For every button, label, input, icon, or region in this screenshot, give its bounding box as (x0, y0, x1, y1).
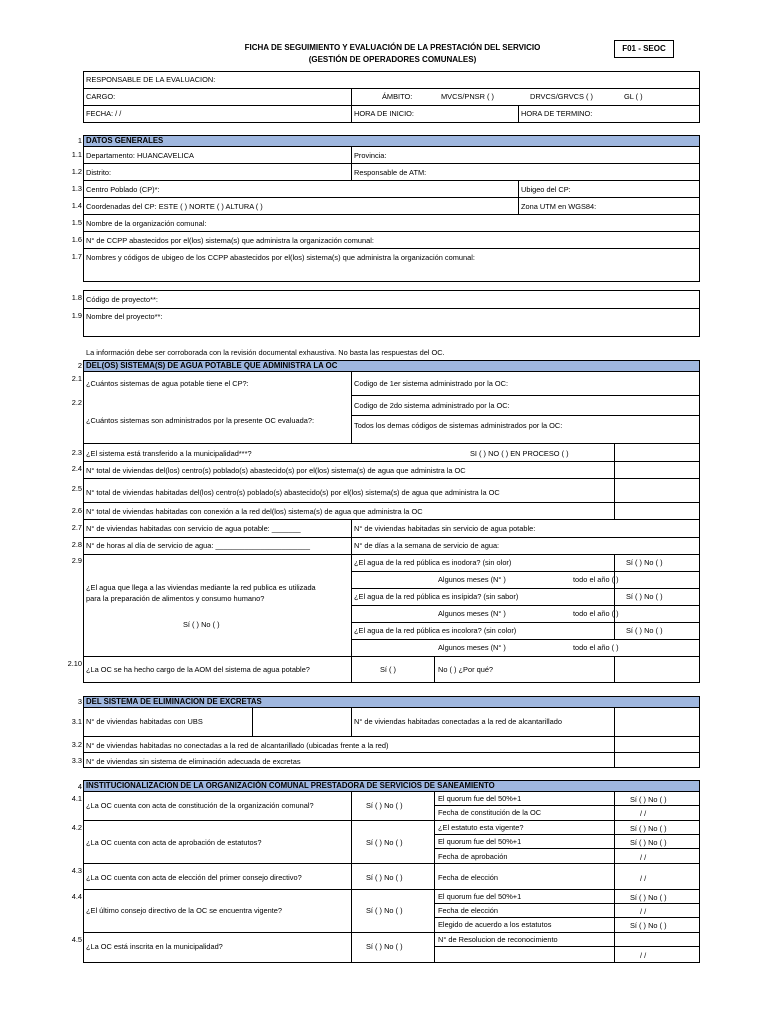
quorum-constitucion-label: El quorum fue del 50%+1 (438, 794, 522, 803)
fecha-aprobacion-label: Fecha de aprobación (438, 852, 508, 861)
row-2-4-number: 2.4 (71, 464, 82, 473)
row-4-2-number: 4.2 (71, 823, 82, 832)
codigo-proyecto-field[interactable]: Código de proyecto**: (86, 295, 158, 304)
dias-servicio-field[interactable]: N° de días a la semana de servicio de agua: (354, 541, 500, 550)
acta-consejo-options[interactable]: Sí ( ) No ( ) (366, 873, 403, 882)
row-1-2-number: 1.2 (71, 167, 82, 176)
sistema-transferido-question: ¿El sistema está transferido a la municipalidad***? (86, 449, 252, 458)
responsable-label[interactable]: RESPONSABLE DE LA EVALUACION: (86, 75, 216, 84)
ubigeo-cp-field[interactable]: Ubigeo del CP: (521, 185, 571, 194)
section-4-number: 4 (77, 782, 82, 791)
viviendas-ubs-field[interactable]: N° de viviendas habitadas con UBS (86, 717, 203, 726)
resolucion-reconocimiento-label: N° de Resolucion de reconocimiento (438, 935, 558, 944)
coordenadas-field[interactable]: Coordenadas del CP: ESTE ( ) NORTE ( ) ALTURA ( ) (86, 202, 263, 211)
total-viviendas-field[interactable]: N° total de viviendas del(los) centro(s) poblado(s) abastecido(s) por el(los) sistema(s) de agua que administra la OC (86, 466, 466, 475)
aom-yes-option[interactable]: Sí ( ) (380, 665, 397, 674)
acta-estatutos-options[interactable]: Sí ( ) No ( ) (366, 838, 403, 847)
inodora-question: ¿El agua de la red pública es inodora? (sin olor) (354, 558, 512, 567)
horas-servicio-field[interactable]: N° de horas al día de servicio de agua: _______________________ (86, 541, 311, 550)
row-1-8-number: 1.8 (71, 293, 82, 302)
incolora-options[interactable]: Sí ( ) No ( ) (626, 626, 663, 635)
centro-poblado-field[interactable]: Centro Poblado (CP)*: (86, 185, 160, 194)
agua-consumo-options[interactable]: Sí ( ) No ( ) (183, 620, 220, 629)
elegido-estatutos-label: Elegido de acuerdo a los estatutos (438, 920, 552, 929)
viviendas-con-servicio-field[interactable]: N° de viviendas habitadas con servicio de agua potable: _______ (86, 524, 301, 533)
section-3-number: 3 (77, 697, 82, 706)
inscrita-municipalidad-question: ¿La OC está inscrita en la municipalidad? (86, 942, 223, 951)
zona-utm-field[interactable]: Zona UTM en WGS84: (521, 202, 597, 211)
fecha-eleccion-consejo-label: Fecha de elección (438, 906, 498, 915)
viviendas-sin-servicio-field[interactable]: N° de viviendas habitadas sin servicio de agua potable: (354, 524, 536, 533)
insipida-options[interactable]: Sí ( ) No ( ) (626, 592, 663, 601)
row-2-9-number: 2.9 (71, 556, 82, 565)
quorum-estatutos-label: El quorum fue del 50%+1 (438, 837, 522, 846)
viviendas-no-conectadas-field[interactable]: N° de viviendas habitadas no conectadas a la red de alcantarillado (ubicadas frente a la red) (86, 741, 389, 750)
row-2-3-number: 2.3 (71, 448, 82, 457)
provincia-field[interactable]: Provincia: (354, 151, 387, 160)
row-3-1-number: 3.1 (71, 717, 82, 726)
section-1-header: DATOS GENERALES (83, 135, 700, 147)
row-1-9-number: 1.9 (71, 311, 82, 320)
acta-estatutos-question: ¿La OC cuenta con acta de aprobación de estatutos? (86, 838, 262, 847)
section-1-number: 1 (77, 136, 82, 145)
incolora-question: ¿El agua de la red pública es incolora? (sin color) (354, 626, 517, 635)
row-1-6-number: 1.6 (71, 235, 82, 244)
acta-consejo-question: ¿La OC cuenta con acta de elección del primer consejo directivo? (86, 873, 302, 882)
sistema-transferido-options[interactable]: SI ( ) NO ( ) EN PROCESO ( ) (470, 449, 569, 458)
viviendas-conexion-field[interactable]: N° total de viviendas habitadas con conexión a la red del(los) sistema(s) de agua que administra la OC (86, 507, 423, 516)
row-2-10-number: 2.10 (67, 659, 82, 668)
aom-no-option[interactable]: No ( ) ¿Por qué? (438, 665, 494, 674)
row-2-6-number: 2.6 (71, 506, 82, 515)
resolucion-fecha-field[interactable]: / / (640, 951, 647, 960)
project-table (83, 290, 700, 337)
insipida-algunos-meses[interactable]: Algunos meses (N° ) (438, 609, 506, 618)
consejo-vigente-options[interactable]: Sí ( ) No ( ) (366, 906, 403, 915)
fecha-eleccion-field[interactable]: / / (640, 874, 647, 883)
section-2-header: DEL(OS) SISTEMA(S) DE AGUA POTABLE QUE ADMINISTRA LA OC (83, 360, 700, 372)
insipida-todo-anio[interactable]: todo el año ( ) (573, 609, 619, 618)
viviendas-sin-sistema-field[interactable]: N° de viviendas sin sistema de eliminación adecuada de excretas (86, 757, 301, 766)
agua-consumo-question-line1: ¿El agua que llega a las viviendas mediante la red publica es utilizada (86, 583, 316, 592)
viviendas-alcantarillado-field[interactable]: N° de viviendas habitadas conectadas a la red de alcantarillado (354, 717, 562, 726)
drvcs-checkbox[interactable]: DRVCS/GRVCS ( ) (530, 92, 593, 101)
row-1-1-number: 1.1 (71, 150, 82, 159)
row-2-7-number: 2.7 (71, 523, 82, 532)
nombres-ccpp-field[interactable]: Nombres y códigos de ubigeo de los CCPP abastecidos por el(los) sistema(s) que administra la organización comunal: (86, 253, 475, 262)
insipida-question: ¿El agua de la red pública es insípida? (sin sabor) (354, 592, 519, 601)
incolora-algunos-meses[interactable]: Algunos meses (N° ) (438, 643, 506, 652)
incolora-todo-anio[interactable]: todo el año ( ) (573, 643, 619, 652)
row-4-1-number: 4.1 (71, 794, 82, 803)
acta-constitucion-options[interactable]: Sí ( ) No ( ) (366, 801, 403, 810)
row-1-7-number: 1.7 (71, 252, 82, 261)
form-title (200, 42, 585, 66)
row-1-3-number: 1.3 (71, 184, 82, 193)
aom-question: ¿La OC se ha hecho cargo de la AOM del sistema de agua potable? (86, 665, 310, 674)
ambito-label: ÁMBITO: (382, 92, 413, 101)
form-code: F01 - SEOC (614, 40, 674, 58)
row-1-5-number: 1.5 (71, 218, 82, 227)
estatuto-vigente-label: ¿El estatuto esta vigente? (438, 823, 524, 832)
section-4-header: INSTITUCIONALIZACION DE LA ORGANIZACIÓN COMUNAL PRESTADORA DE SERVICIOS DE SANEAMIENTO (83, 780, 700, 792)
nombre-organizacion-field[interactable]: Nombre de la organización comunal: (86, 219, 207, 228)
gl-checkbox[interactable]: GL ( ) (624, 92, 643, 101)
fecha-eleccion-label: Fecha de elección (438, 873, 498, 882)
row-4-3-number: 4.3 (71, 866, 82, 875)
row-4-4-number: 4.4 (71, 892, 82, 901)
inscrita-municipalidad-options[interactable]: Sí ( ) No ( ) (366, 942, 403, 951)
elegido-estatutos-options[interactable]: Sí ( ) No ( ) (630, 921, 667, 930)
sistemas-cp-field[interactable]: ¿Cuántos sistemas de agua potable tiene el CP?: (86, 379, 249, 388)
row-2-5-number: 2.5 (71, 484, 82, 493)
row-2-1-number: 2.1 (71, 374, 82, 383)
demas-codigos-field[interactable]: Todos los demas códigos de sistemas administrados por la OC: (354, 421, 563, 430)
viviendas-habitadas-field[interactable]: N° total de viviendas habitadas del(los) centro(s) poblado(s) abastecido(s) por el(los) sistema(s) de agua que administra la OC (86, 488, 500, 497)
mvcs-checkbox[interactable]: MVCS/PNSR ( ) (441, 92, 494, 101)
departamento-field[interactable]: Departamento: HUANCAVELICA (86, 151, 194, 160)
fecha-field[interactable]: FECHA: / / (86, 109, 122, 118)
responsable-atm-field[interactable]: Responsable de ATM: (354, 168, 427, 177)
nombre-proyecto-field[interactable]: Nombre del proyecto**: (86, 312, 163, 321)
ccpp-abastecidos-field[interactable]: N° de CCPP abastecidos por el(los) sistema(s) que administra la organización comunal: (86, 236, 374, 245)
section-3-header: DEL SISTEMA DE ELIMINACION DE EXCRETAS (83, 696, 700, 708)
cargo-label[interactable]: CARGO: (86, 92, 116, 101)
codigo-1er-sistema-field[interactable]: Codigo de 1er sistema administrado por la OC: (354, 379, 509, 388)
quorum-consejo-label: El quorum fue del 50%+1 (438, 892, 522, 901)
fecha-constitucion-label: Fecha de constitución de la OC (438, 808, 542, 817)
inodora-options[interactable]: Sí ( ) No ( ) (626, 558, 663, 567)
sistemas-administrados-field[interactable]: ¿Cuántos sistemas son administrados por la presente OC evaluada?: (86, 416, 314, 425)
row-1-4-number: 1.4 (71, 201, 82, 210)
hora-termino-field[interactable]: HORA DE TERMINO: (521, 109, 593, 118)
estatuto-vigente-options[interactable]: Sí ( ) No ( ) (630, 824, 667, 833)
quorum-consejo-options[interactable]: Sí ( ) No ( ) (630, 893, 667, 902)
row-3-2-number: 3.2 (71, 740, 82, 749)
codigo-2do-sistema-field[interactable]: Codigo de 2do sistema administrado por la OC: (354, 401, 510, 410)
row-2-8-number: 2.8 (71, 540, 82, 549)
row-2-2-number: 2.2 (71, 398, 82, 407)
acta-constitucion-question: ¿La OC cuenta con acta de constitución de la organización comunal? (86, 801, 314, 810)
verification-note: La información debe ser corroborada con la revisión documental exhaustiva. No basta las respuestas del OC. (86, 348, 445, 357)
section-2-number: 2 (77, 361, 82, 370)
row-4-5-number: 4.5 (71, 935, 82, 944)
inodora-algunos-meses[interactable]: Algunos meses (N° ) (438, 575, 506, 584)
distrito-field[interactable]: Distrito: (86, 168, 112, 177)
form-title-line2: (GESTIÓN DE OPERADORES COMUNALES) (308, 55, 477, 64)
fecha-eleccion-consejo-field[interactable]: / / (640, 907, 647, 916)
quorum-constitucion-options[interactable]: Sí ( ) No ( ) (630, 795, 667, 804)
fecha-aprobacion-field[interactable]: / / (640, 853, 647, 862)
row-3-3-number: 3.3 (71, 756, 82, 765)
hora-inicio-field[interactable]: HORA DE INICIO: (354, 109, 414, 118)
agua-consumo-question-line2: para la preparación de alimentos y consumo humano? (86, 594, 265, 603)
inodora-todo-anio[interactable]: todo el año ( ) (573, 575, 619, 584)
consejo-vigente-question: ¿El último consejo directivo de la OC se encuentra vigente? (86, 906, 282, 915)
fecha-constitucion-field[interactable]: / / (640, 809, 647, 818)
form-title-line1: FICHA DE SEGUIMIENTO Y EVALUACIÓN DE LA PRESTACIÓN DEL SERVICIO (244, 43, 541, 52)
quorum-estatutos-options[interactable]: Sí ( ) No ( ) (630, 838, 667, 847)
